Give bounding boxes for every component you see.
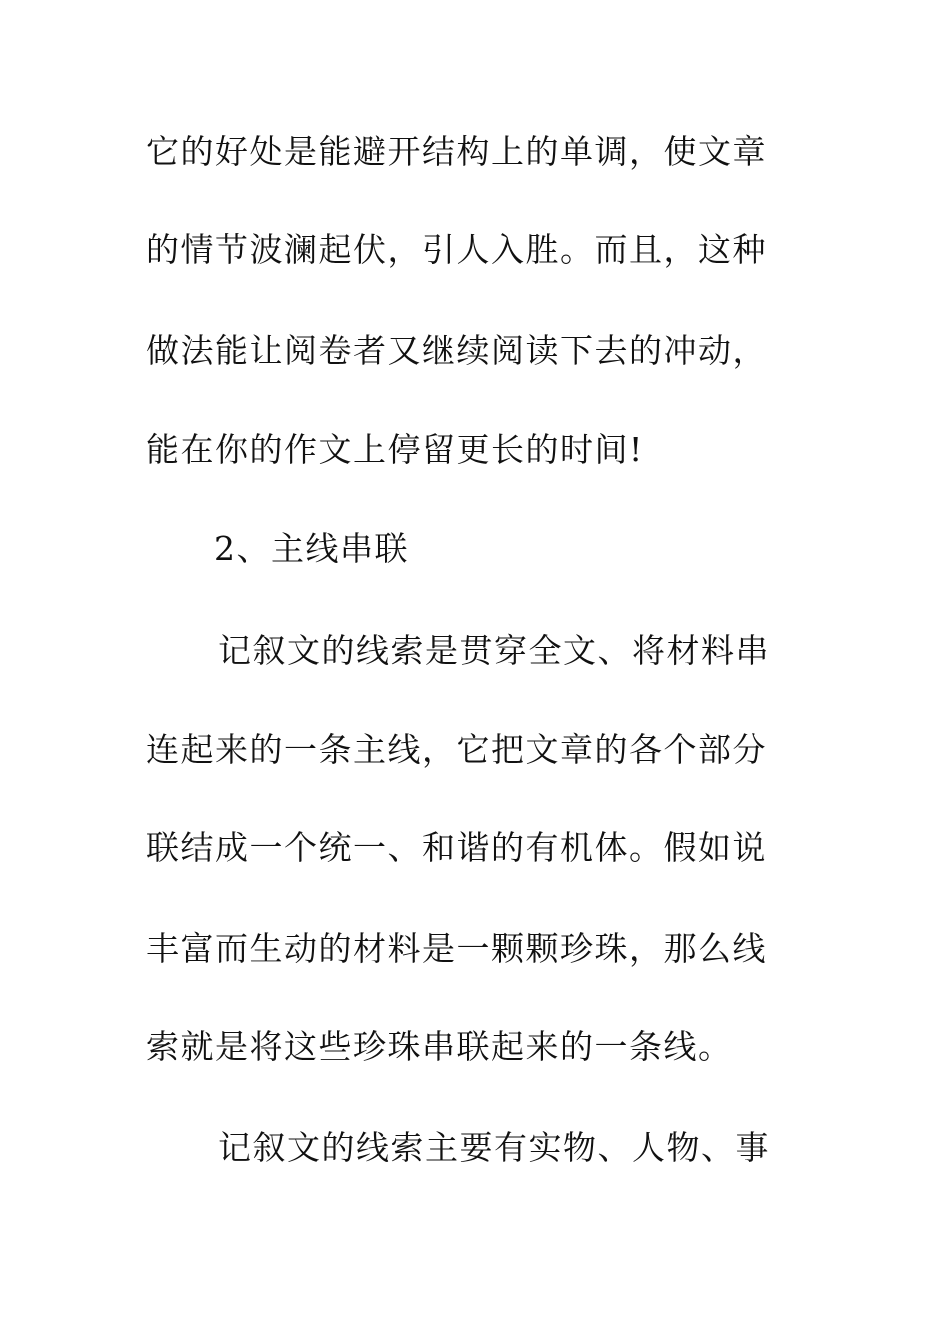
text-line: 索就是将这些珍珠串联起来的一条线。 (146, 1027, 733, 1066)
text-line: 联结成一个统一、和谐的有机体。假如说 (146, 828, 767, 867)
text-line: 它的好处是能避开结构上的单调，使文章 (146, 132, 767, 171)
section-heading: 2、主线串联 (214, 529, 409, 568)
text-line: 做法能让阅卷者又继续阅读下去的冲动， (146, 331, 767, 370)
text-line: 能在你的作文上停留更长的时间! (146, 430, 644, 469)
text-line: 的情节波澜起伏，引人入胜。而且，这种 (146, 230, 767, 269)
text-line: 丰富而生动的材料是一颗颗珍珠，那么线 (146, 929, 767, 968)
text-line: 连起来的一条主线，它把文章的各个部分 (146, 730, 767, 769)
paragraph-first-line: 记叙文的线索是贯穿全文、将材料串 (218, 631, 770, 670)
paragraph-first-line: 记叙文的线索主要有实物、人物、事 (218, 1128, 770, 1167)
